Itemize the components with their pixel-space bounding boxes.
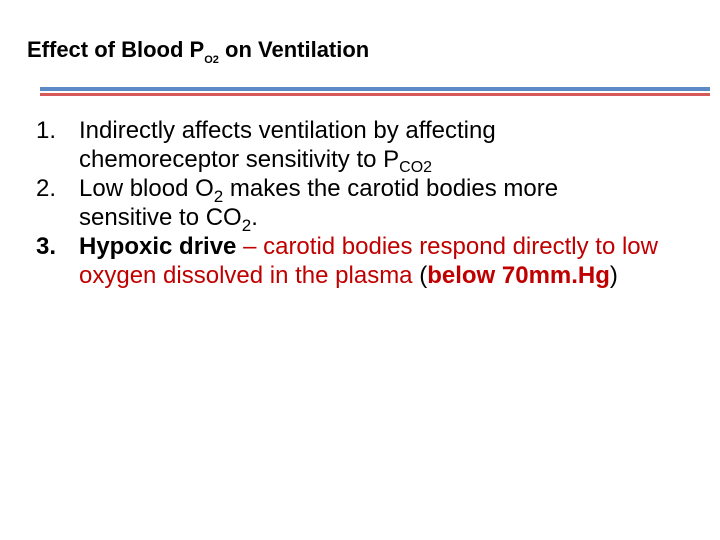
title-text: Effect of Blood P xyxy=(27,37,205,62)
item-2-subscript-b: 2 xyxy=(241,216,252,235)
item-3-open-paren: ( xyxy=(412,262,428,289)
list-item-1 xyxy=(36,116,696,174)
item-3-close-paren: ) xyxy=(609,262,618,289)
list-number-2: 2. xyxy=(36,175,57,202)
item-1-line2: chemoreceptor sensitivity to P xyxy=(79,146,400,173)
title-subscript: O2 xyxy=(204,54,219,66)
list-number-1: 1. xyxy=(36,117,57,144)
item-3-dash: – xyxy=(236,233,264,260)
slide-title xyxy=(27,35,369,65)
list-item-2 xyxy=(36,174,696,235)
title-suffix: on Ventilation xyxy=(218,37,370,62)
item-1-subscript: CO2 xyxy=(399,159,433,176)
item-3-term: Hypoxic drive xyxy=(79,233,237,260)
title-divider-red xyxy=(40,93,710,96)
item-2-line2: sensitive to CO xyxy=(79,204,242,231)
item-1-line1: Indirectly affects ventilation by affecting xyxy=(79,117,496,144)
title-divider-blue xyxy=(40,87,710,91)
numbered-list xyxy=(36,116,696,290)
item-3-bold-red: below 70mm.Hg xyxy=(427,262,610,289)
item-2-text-b: makes the carotid bodies more xyxy=(223,175,559,202)
list-number-3: 3. xyxy=(36,233,57,260)
item-2-text-a: Low blood O xyxy=(79,175,214,202)
item-3-red-text: carotid bodies respond directly to low oxygen dissolved in the plasma xyxy=(79,233,658,289)
list-item-3 xyxy=(36,232,696,290)
item-2-subscript-a: 2 xyxy=(213,187,224,206)
item-2-line2-end: . xyxy=(251,204,258,231)
